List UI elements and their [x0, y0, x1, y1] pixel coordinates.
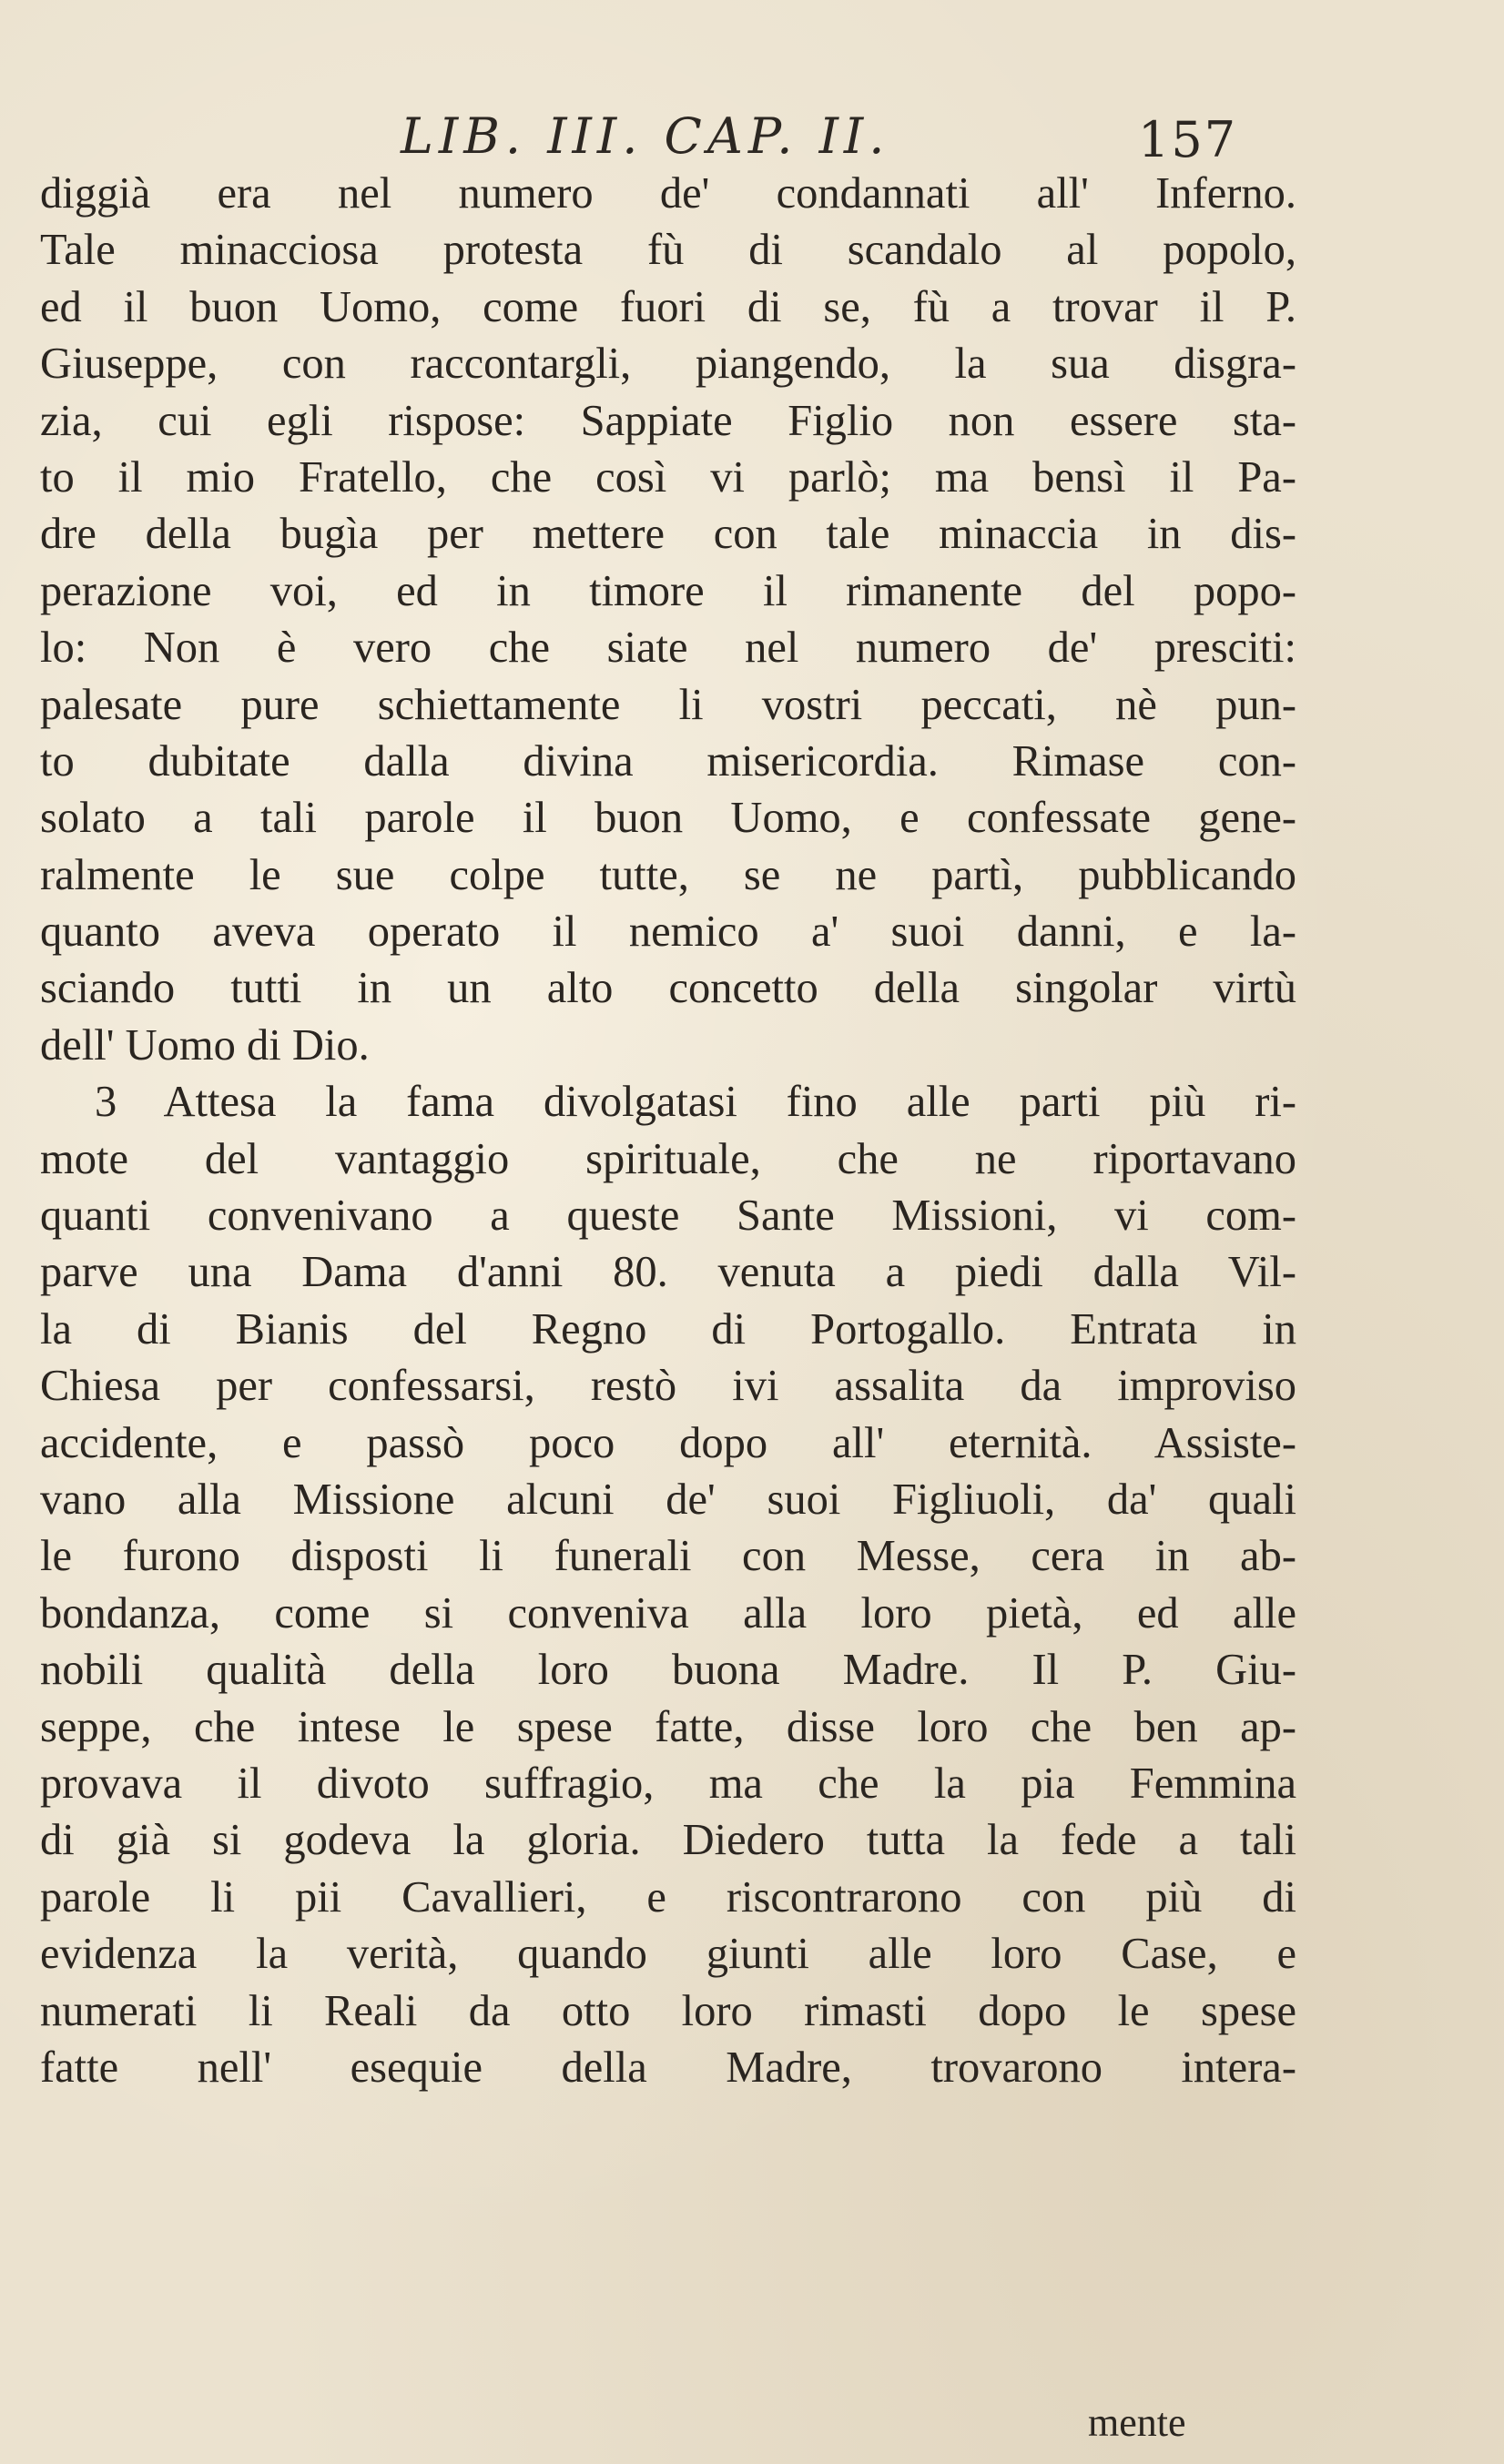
text-line: fatte nell' esequie della Madre, trovarono intera-	[40, 2043, 1296, 2092]
text-line: seppe, che intese le spese fatte, disse loro che ben ap-	[40, 1702, 1296, 1751]
text-line: parve una Dama d'anni 80. venuta a piedi dalla Vil-	[40, 1248, 1296, 1297]
text-line: solato a tali parole il buon Uomo, e confessate gene-	[40, 794, 1296, 843]
text-line: dell' Uomo di Dio.	[40, 1020, 370, 1070]
text-line: vano alla Missione alcuni de' suoi Figliuoli, da' quali	[40, 1475, 1296, 1524]
text-line: quanti convenivano a queste Sante Missioni, vi com-	[40, 1191, 1296, 1241]
text-line: lo: Non è vero che siate nel numero de' presciti:	[40, 624, 1296, 673]
running-title: LIB. III. CAP. II.	[401, 107, 890, 165]
text-line: mote del vantaggio spirituale, che ne riportavano	[40, 1134, 1296, 1183]
text-line: diggià era nel numero de' condannati all' Inferno.	[40, 169, 1296, 218]
text-line: Tale minacciosa protesta fù di scandalo al popolo,	[40, 226, 1296, 275]
text-line: la di Bianis del Regno di Portogallo. Entrata in	[40, 1304, 1296, 1354]
text-line: to dubitate dalla divina misericordia. Rimase con-	[40, 736, 1296, 786]
text-line: to il mio Fratello, che così vi parlò; ma bensì il Pa-	[40, 452, 1296, 502]
text-line: dre della bugìa per mettere con tale minaccia in dis-	[40, 510, 1296, 559]
text-line: evidenza la verità, quando giunti alle loro Case, e	[40, 1930, 1296, 1979]
text-line: ed il buon Uomo, come fuori di se, fù a trovar il P.	[40, 282, 1296, 331]
text-line: quanto aveva operato il nemico a' suoi danni, e la-	[40, 908, 1296, 957]
text-line: sciando tutti in un alto concetto della singolar virtù	[40, 964, 1296, 1013]
text-line: nobili qualità della loro buona Madre. Il P. Giu-	[40, 1646, 1296, 1695]
text-line: le furono disposti li funerali con Messe, cera in ab-	[40, 1532, 1296, 1581]
text-line: numerati li Reali da otto loro rimasti dopo le spese	[40, 1986, 1296, 2035]
text-line: bondanza, come si conveniva alla loro pietà, ed alle	[40, 1588, 1296, 1638]
text-line: Giuseppe, con raccontargli, piangendo, la sua disgra-	[40, 340, 1296, 389]
text-line: provava il divoto suffragio, ma che la pia Femmina	[40, 1759, 1296, 1808]
text-line: zia, cui egli rispose: Sappiate Figlio non essere sta-	[40, 396, 1296, 445]
text-line: palesate pure schiettamente li vostri peccati, nè pun-	[40, 680, 1296, 729]
catchword: mente	[1088, 2400, 1186, 2445]
text-line: Chiesa per confessarsi, restò ivi assalita da improviso	[40, 1362, 1296, 1411]
text-line: parole li pii Cavallieri, e riscontrarono con più di	[40, 1872, 1296, 1922]
text-line: di già si godeva la gloria. Diedero tutta la fede a tali	[40, 1816, 1296, 1865]
text-line: accidente, e passò poco dopo all' eternità. Assiste-	[40, 1418, 1296, 1467]
text-line: ralmente le sue colpe tutte, se ne partì, pubblicando	[40, 850, 1296, 899]
text-line: perazione voi, ed in timore il rimanente del popo-	[40, 566, 1296, 615]
paragraph-start-line: 3 Attesa la fama divolgatasi fino alle parti più ri-	[95, 1078, 1296, 1127]
page-number: 157	[1138, 111, 1238, 168]
body-text	[40, 166, 1296, 2096]
